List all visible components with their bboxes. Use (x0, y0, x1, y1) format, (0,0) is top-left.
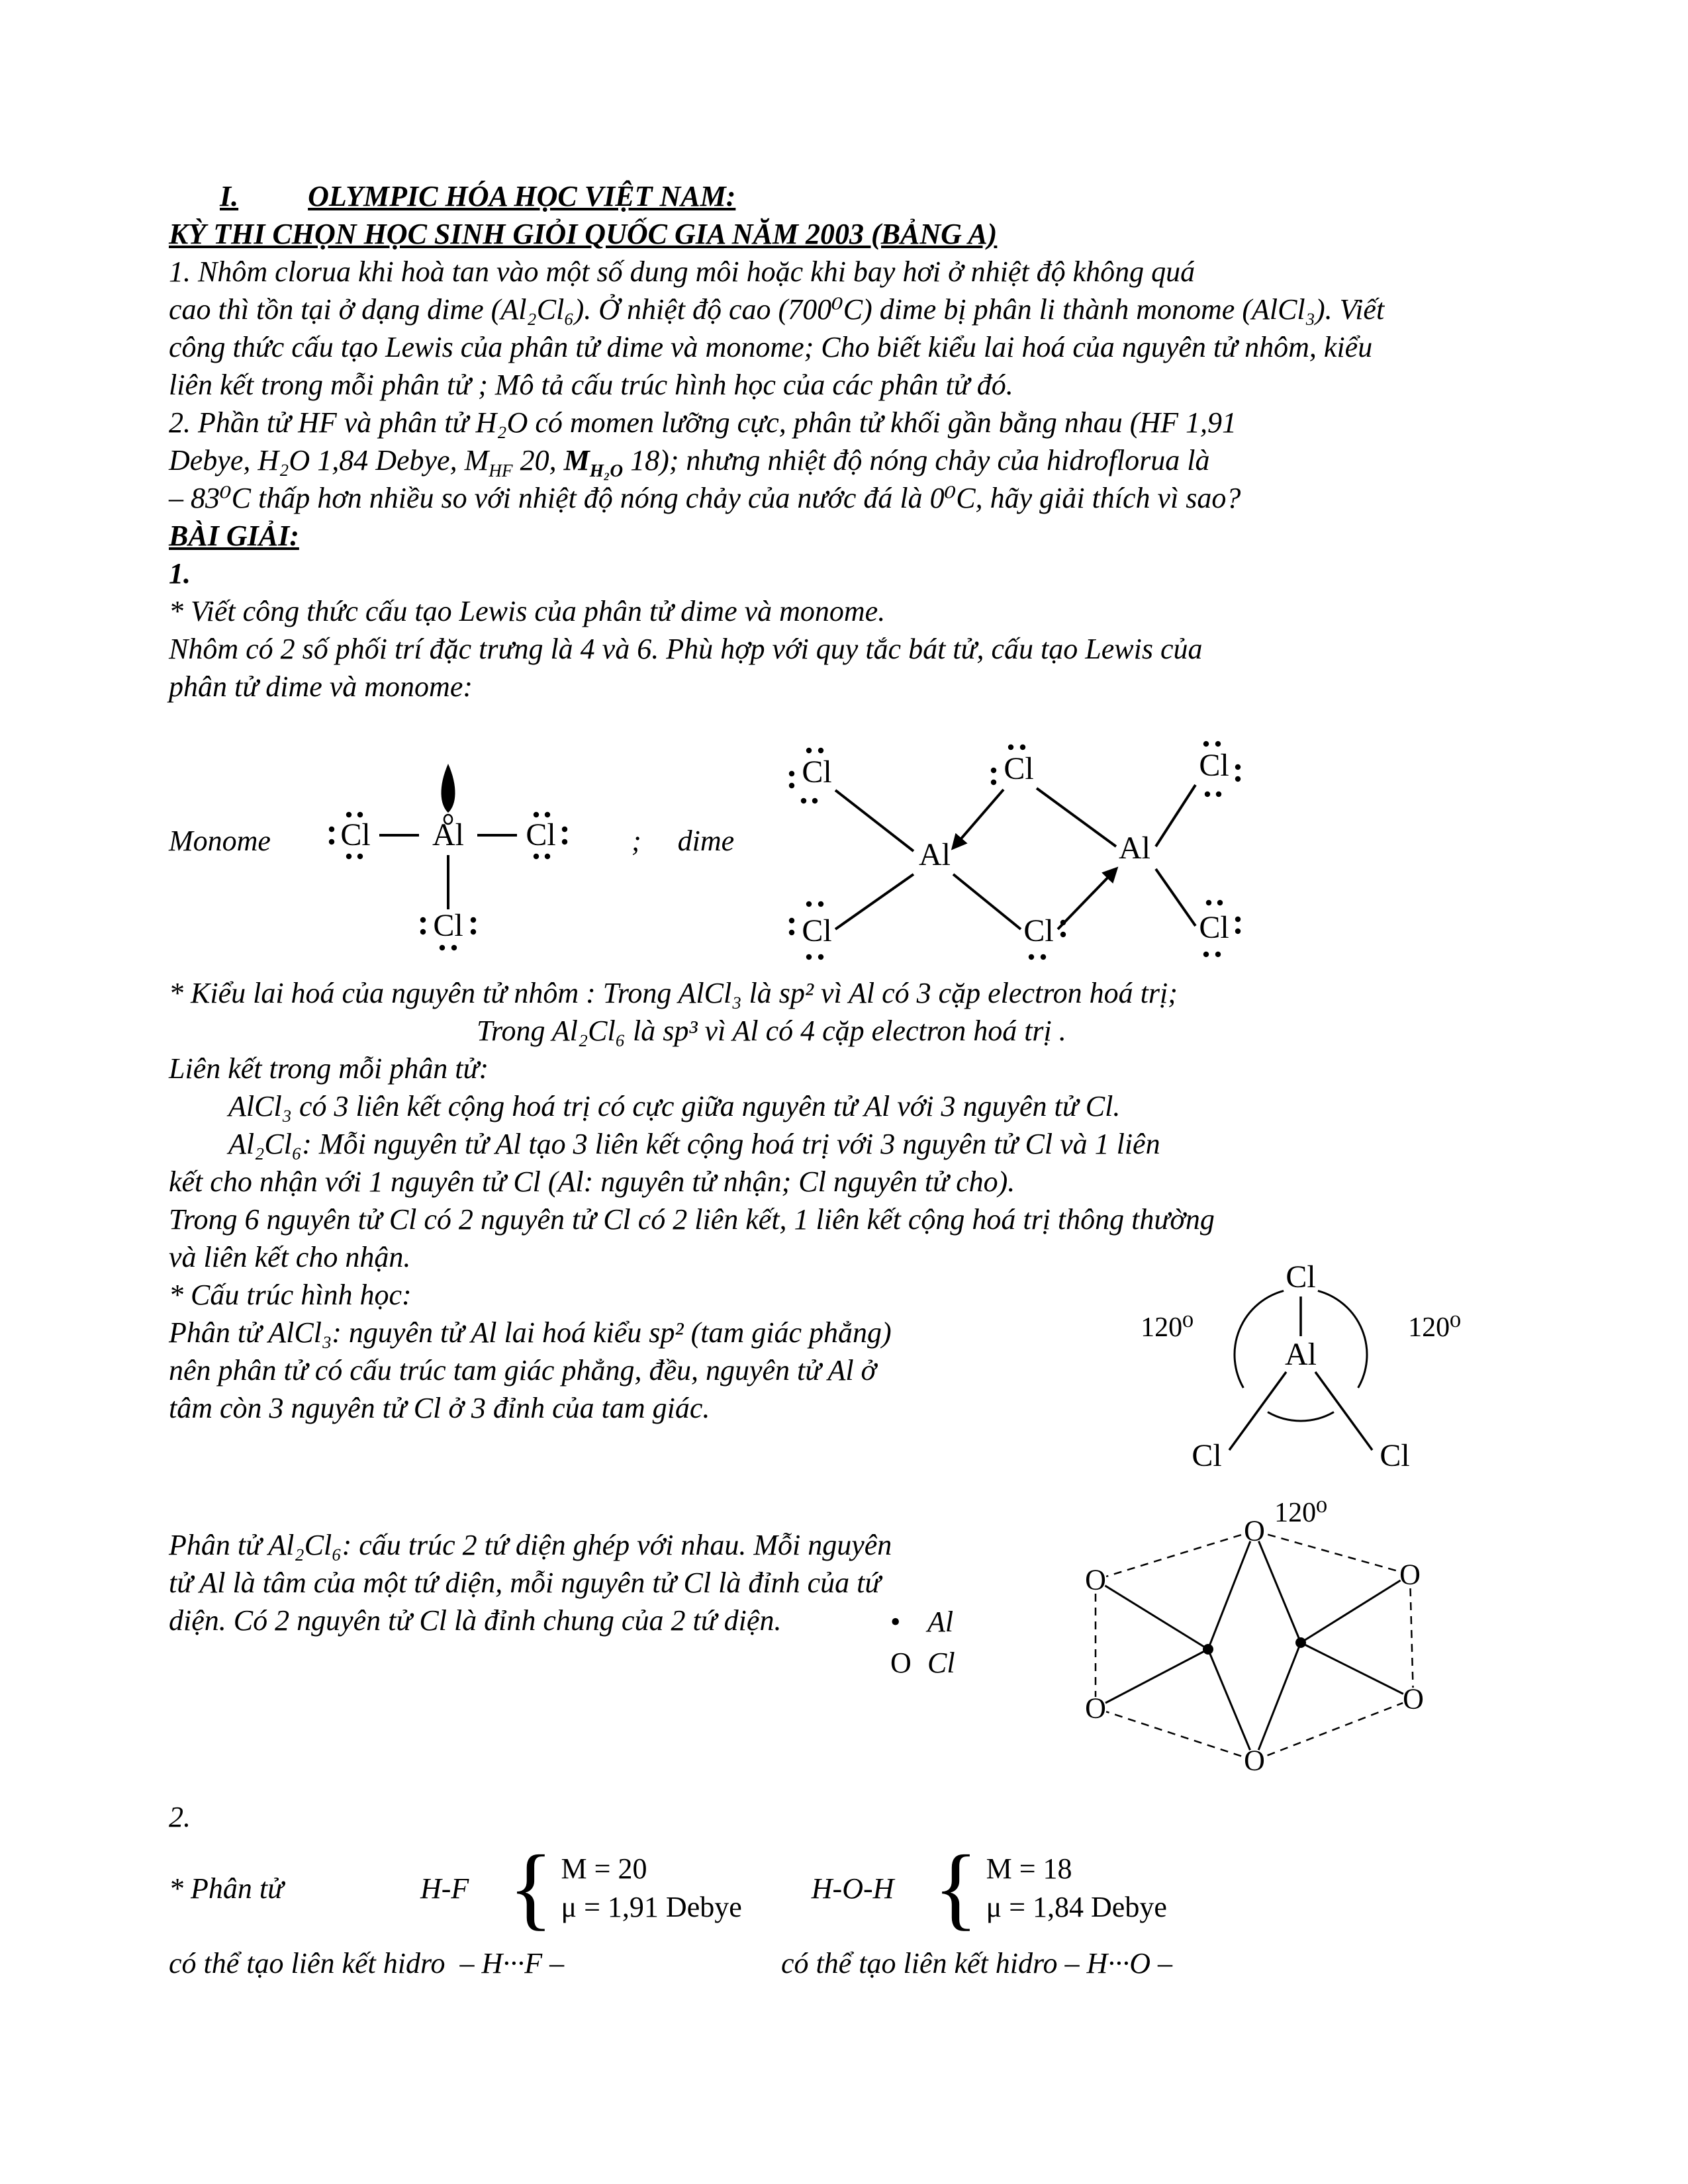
cl-atom-label: Cl (1192, 1438, 1222, 1473)
solution-item-2: 2. (169, 1801, 191, 1833)
angle-label: 120⁰ (1141, 1312, 1194, 1343)
cl-atom-label: Cl (526, 817, 556, 852)
al2cl6-bitetrahedron-diagram (1066, 1499, 1436, 1784)
legend-cl-row (890, 1643, 955, 1684)
cl-vertex: O (1403, 1682, 1424, 1715)
text-line: phân tử dime và monome: (169, 670, 473, 703)
cl-vertex: O (1399, 1558, 1421, 1591)
cl-atom-label: Cl (1286, 1259, 1316, 1295)
al-atom-label: Al (1119, 831, 1151, 866)
text-line: 1. Nhôm clorua khi hoà tan vào một số dung môi hoặc khi bay hơi ở nhiệt độ không quá (169, 255, 1196, 288)
al-atom-label: Al (1285, 1337, 1317, 1372)
dimer-caption: dime (677, 824, 735, 857)
hbond-hf-note: có thể tạo liên kết hidro – H···F – (169, 1947, 565, 1979)
hf-molar-mass: M = 20 (561, 1852, 647, 1885)
lewis-intro: * Viết công thức cấu tạo Lewis của phân tử dime và monome. (169, 595, 886, 627)
lewis-description (169, 630, 1523, 705)
solution-item-1: 1. (169, 557, 191, 590)
geometry-heading: * Cấu trúc hình học: (169, 1279, 412, 1311)
tetrahedron-dashed-edges (1096, 1531, 1413, 1760)
text-line: Trong 6 nguyên tử Cl có 2 nguyên tử Cl có 2 liên kết, 1 liên kết cộng hoá trị thông thường (169, 1203, 1215, 1236)
bond-alcl3: AlCl₃ có 3 liên kết cộng hoá trị có cực giữa nguyên tử Al với 3 nguyên tử Cl. (228, 1090, 1121, 1122)
cl-atom-label: Cl (1199, 910, 1229, 945)
cl-vertex: O (1244, 1514, 1265, 1547)
al-atom-label: Al (432, 817, 464, 852)
cl-vertex: O (1085, 1692, 1106, 1725)
text-line: công thức cấu tạo Lewis của phân tử dime và monome; Cho biết kiểu lai hoá của nguyên tử nhôm, kiểu (169, 331, 1373, 363)
cl-atom-label: Cl (1004, 751, 1034, 786)
text-line: tử Al là tâm của một tứ diện, mỗi nguyên tử Cl là đỉnh của tứ (169, 1567, 881, 1599)
triangle-bonds (1229, 1297, 1372, 1450)
cl-atom-label: Cl (433, 908, 463, 943)
left-brace: { (508, 1837, 553, 1939)
lewis-monomer-diagram (297, 721, 615, 960)
hbond-h2o-note: có thể tạo liên kết hidro – H···O – (781, 1947, 1173, 1979)
bond-al2cl6-line1: Al₂Cl₆: Mỗi nguyên tử Al tạo 3 liên kết cộng hoá trị với 3 nguyên tử Cl và 1 liên (228, 1128, 1160, 1160)
hybridization-line1: * Kiểu lai hoá của nguyên tử nhôm : Trong AlCl₃ là sp² vì Al có 3 cặp electron hoá trị; (169, 977, 1178, 1009)
cl-atom-label: Cl (802, 754, 832, 790)
formula-comparison (169, 1839, 1523, 1938)
section-title: OLYMPIC HÓA HỌC VIỆT NAM: (308, 180, 736, 212)
hydrogen-bond-row (169, 1944, 1523, 1982)
text-segment: 18); nhưng nhiệt độ nóng chảy của hidroflorua là (623, 444, 1210, 477)
legend-al-label: Al (927, 1606, 954, 1638)
bond-intro: Liên kết trong mỗi phân tử: (169, 1052, 489, 1085)
empty-p-orbital-lobe (441, 764, 455, 813)
molar-mass-symbol: M (563, 444, 590, 477)
section-heading (169, 177, 1523, 215)
text-line: liên kết trong mỗi phân tử ; Mô tả cấu trúc hình học của các phân tử đó. (169, 369, 1013, 401)
cl-vertex-labels (1085, 1515, 1424, 1777)
problem-2-line1: 2. Phần tử HF và phân tử H₂O có momen lưỡng cực, phân tử khối gần bằng nhau (HF 1,91 (169, 406, 1237, 439)
angle-label: 120⁰ (1274, 1498, 1327, 1525)
text-line: và liên kết cho nhận. (169, 1241, 411, 1273)
cl-atom-label: Cl (1199, 748, 1229, 783)
angle-label: 120⁰ (1408, 1312, 1461, 1343)
hoh-dipole-moment: μ = 1,84 Debye (986, 1891, 1167, 1923)
solution-heading: BÀI GIẢI: (169, 520, 299, 552)
text-line: Nhôm có 2 số phối trí đặc trưng là 4 và 6. Phù hợp với quy tắc bát tử, cấu tạo Lewis của (169, 633, 1203, 665)
lewis-structures-row (169, 715, 1523, 966)
text-line: nên phân tử có cấu trúc tam giác phẳng, đều, nguyên tử Al ở (169, 1354, 877, 1387)
legend-cl-label: Cl (927, 1647, 955, 1679)
al-center-dots (1203, 1637, 1306, 1655)
cl-vertex: O (1244, 1744, 1265, 1777)
text-line: Phân tử Al₂Cl₆: cấu trúc 2 tứ diện ghép với nhau. Mỗi nguyên (169, 1529, 892, 1561)
al-dot-symbol: • (890, 1606, 901, 1638)
subscript-hf: HF (489, 460, 513, 480)
hybridization-line2: Trong Al₂Cl₆ là sp³ vì Al có 4 cặp electron hoá trị . (477, 1015, 1066, 1047)
hoh-molar-mass: M = 18 (986, 1852, 1072, 1885)
molecule-label: * Phân tử (169, 1872, 284, 1905)
subscript-h2o: H₂O (589, 460, 624, 480)
hf-formula: H-F (420, 1872, 469, 1905)
cl-vertex: O (1085, 1563, 1106, 1596)
hf-dipole-moment: μ = 1,91 Debye (561, 1891, 742, 1923)
diagram-legend (890, 1602, 955, 1684)
cl-circle-symbol: O (890, 1647, 912, 1679)
bond-al2cl6-line2: kết cho nhận với 1 nguyên tử Cl (Al: nguyên tử nhận; Cl nguyên tử cho). (169, 1165, 1015, 1198)
exam-title: KỲ THI CHỌN HỌC SINH GIỎI QUỐC GIA NĂM 2003 (BẢNG A) (169, 218, 998, 250)
problem-2-line2 (169, 441, 1523, 479)
separator: ; (631, 824, 641, 857)
left-brace: { (933, 1837, 978, 1939)
cl-atom-label: Cl (802, 913, 832, 948)
text-segment: 20, (512, 444, 564, 477)
text-line: tâm còn 3 nguyên tử Cl ở 3 đỉnh của tam giác. (169, 1392, 710, 1424)
problem-2-line3: – 83⁰C thấp hơn nhiều so với nhiệt độ nóng chảy của nước đá là 0⁰C, hãy giải thích vì sao? (169, 482, 1241, 514)
monomer-caption: Monome (169, 824, 271, 857)
cl-atom-label: Cl (1023, 913, 1054, 948)
hoh-formula: H-O-H (811, 1872, 894, 1905)
text-line: cao thì tồn tại ở dạng dime (Al₂Cl₆). Ở nhiệt độ cao (700⁰C) dime bị phân li thành monome (AlCl₃). Viết (169, 293, 1385, 326)
dative-bond-arrows (953, 790, 1116, 929)
section-numeral: I. (220, 180, 239, 212)
legend-al-row (890, 1602, 955, 1643)
text-segment: Debye, H₂O 1,84 Debye, M (169, 444, 489, 477)
cl-vertex-halos (1084, 1520, 1425, 1772)
hoh-properties (986, 1853, 1167, 1924)
cl-atom-label: Cl (340, 817, 371, 852)
problem-1-paragraph (169, 253, 1523, 404)
al-atom-label: Al (919, 837, 951, 872)
cl-atom-label: Cl (1380, 1438, 1410, 1473)
text-line: Phân tử AlCl₃: nguyên tử Al lai hoá kiểu sp² (tam giác phẳng) (169, 1316, 892, 1349)
alcl3-triangle-diagram (1089, 1254, 1499, 1525)
hf-properties (561, 1853, 742, 1924)
lewis-dimer-diagram (751, 715, 1267, 966)
text-line: diện. Có 2 nguyên tử Cl là đỉnh chung của 2 tứ diện. (169, 1604, 782, 1637)
